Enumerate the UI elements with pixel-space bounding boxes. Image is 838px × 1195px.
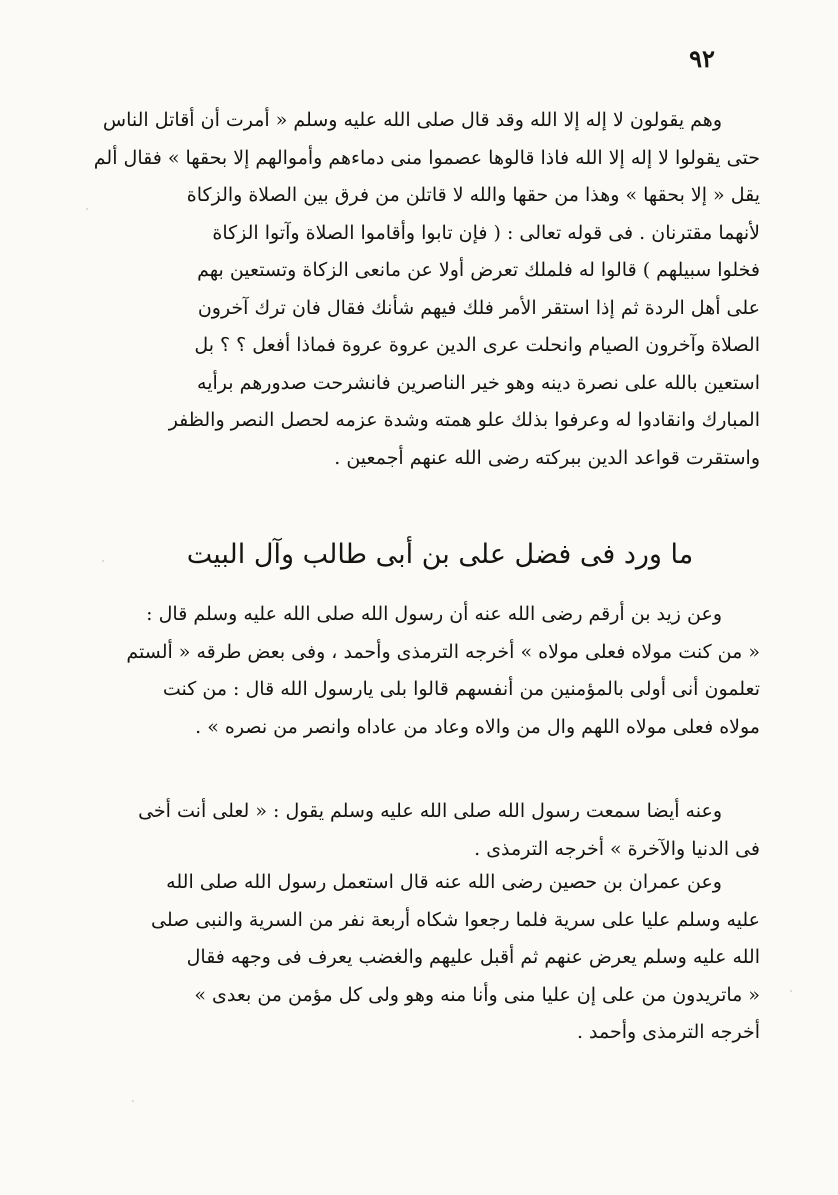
paper-speck <box>790 990 792 992</box>
paper-speck <box>86 208 88 210</box>
text-line: لأنهما مقترنان . فى قوله تعالى : ( فإن تابوا وأقاموا الصلاة وآتوا الزكاة <box>212 221 760 244</box>
text-line: وعن عمران بن حصين رضى الله عنه قال استعمل رسول الله صلى الله <box>166 871 722 893</box>
text-line: يقل « إلا بحقها » وهذا من حقها والله لا قاتلن من فرق بين الصلاة والزكاة <box>186 184 760 206</box>
page-number: ٩٢ <box>689 44 715 73</box>
text-line: واستقرت قواعد الدين ببركته رضى الله عنهم أجمعين . <box>334 446 760 469</box>
section-heading: ما ورد فى فضل على بن أبى طالب وآل البيت <box>186 539 694 570</box>
text-line: الله عليه وسلم يعرض عنهم ثم أقبل عليهم والغضب يعرف فى وجهه فقال <box>186 946 760 968</box>
text-line: عليه وسلم عليا على سرية فلما رجعوا شكاه أربعة نفر من السرية والنبى صلى <box>151 908 760 931</box>
paragraph-brother-hadith <box>138 793 760 868</box>
text-line: تعلمون أنى أولى بالمؤمنين من أنفسهم قالوا بلى يارسول الله قال : من كنت <box>162 678 760 700</box>
text-line: مولاه فعلى مولاه اللهم وال من والاه وعاد من عاداه وانصر من نصره » . <box>195 715 760 738</box>
paper-speck <box>132 1100 134 1102</box>
text-line: « ماتريدون من على إن عليا منى وأنا منه وهو ولى كل مؤمن من بعدى » <box>194 983 760 1006</box>
text-line: فى الدنيا والآخرة » أخرجه الترمذى . <box>474 837 760 860</box>
text-line: فخلوا سبيلهم ) قالوا له فلملك تعرض أولا عن مانعى الزكاة وتستعين بهم <box>197 259 760 281</box>
text-line: على أهل الردة ثم إذا استقر الأمر فلك فيهم شأنك فقال فان ترك آخرون <box>197 296 760 319</box>
text-line: وهم يقولون لا إله إلا الله وقد قال صلى الله عليه وسلم « أمرت أن أقاتل الناس <box>102 109 722 131</box>
text-line: استعين بالله على نصرة دينه وهو خير الناصرين فانشرحت صدورهم برأيه <box>197 371 760 394</box>
text-line: « من كنت مولاه فعلى مولاه » أخرجه الترمذى وأحمد ، وفى بعض طرقه « ألستم <box>126 640 760 663</box>
text-line: الصلاة وآخرون الصيام وانحلت عرى الدين عروة عروة فماذا أفعل ؟ ؟ بل <box>194 334 760 356</box>
paragraph-abu-bakr-ridda <box>93 102 760 477</box>
text-line: حتى يقولوا لا إله إلا الله فاذا قالوها عصموا منى دماءهم وأموالهم إلا بحقها » فقال ألم <box>93 146 760 169</box>
text-line: المبارك وانقادوا له وعرفوا بذلك علو همته وشدة عزمه لحصل النصر والظفر <box>168 409 760 431</box>
paper-speck <box>102 560 104 562</box>
text-line: أخرجه الترمذى وأحمد . <box>576 1021 760 1043</box>
paragraph-imran-ibn-husayn <box>151 864 760 1052</box>
text-line: وعن زيد بن أرقم رضى الله عنه أن رسول الله صلى الله عليه وسلم قال : <box>146 603 722 625</box>
paragraph-zayd-ibn-arqam <box>126 596 760 746</box>
text-line: وعنه أيضا سمعت رسول الله صلى الله عليه وسلم يقول : « لعلى أنت أخى <box>138 800 722 822</box>
